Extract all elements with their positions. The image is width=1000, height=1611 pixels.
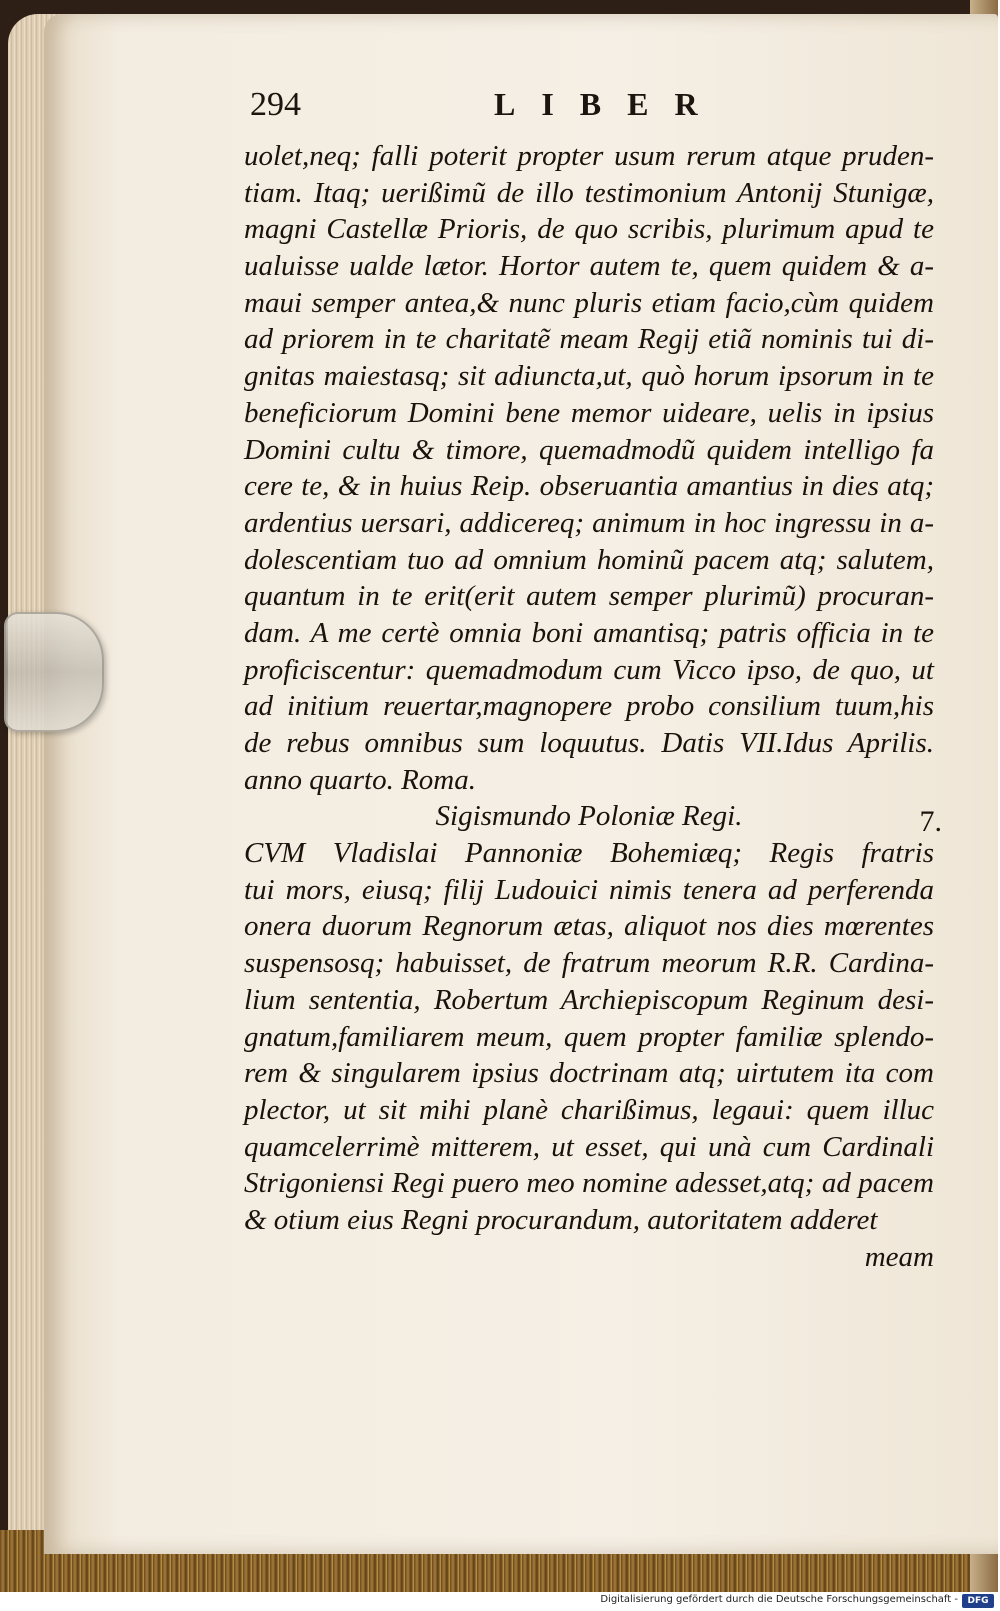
letter-text-line: onera duorum Regnorum ætas, aliquot nos dies mœrentes xyxy=(244,910,934,943)
body-text xyxy=(244,138,934,798)
letter-text-line: Strigoniensi Regi puero meo nomine adesset,atq; ad pacem xyxy=(244,1167,934,1200)
body-text-line: maui semper antea,& nunc pluris etiam facio,cùm quidem xyxy=(244,286,934,319)
body-text-line: anno quarto. Roma. xyxy=(244,763,476,796)
page-header xyxy=(250,86,950,130)
footer-credit: Digitalisierung gefördert durch die Deutsche Forschungsgemeinschaft - xyxy=(600,1594,958,1605)
body-text-line: tiam. Itaq; uerißimũ de illo testimonium Antonij Stunigæ, xyxy=(244,176,934,209)
page-number: 294 xyxy=(250,86,301,123)
body-text-line: ualuisse ualde lætor. Hortor autem te, quem quidem & a- xyxy=(244,250,934,283)
body-text-line: cere te, & in huius Reip. obseruantia amantius in dies atq; xyxy=(244,470,934,503)
dfg-logo: DFG xyxy=(962,1594,994,1608)
letter-text-line: gnatum,familiarem meum, quem propter familiæ splendo- xyxy=(244,1020,934,1053)
footer-bar xyxy=(0,1592,1000,1611)
letter-text-line: plector, ut sit mihi planè charißimus, legaui: quem illuc xyxy=(244,1093,934,1126)
body-text-line: quantum in te erit(erit autem semper plurimũ) procuran- xyxy=(244,580,934,613)
page-clip xyxy=(4,612,104,732)
body-text-line: ad initium reuertar,magnopere probo consilium tuum,his xyxy=(244,690,934,723)
body-text-line: ardentius uersari, addicereq; animum in hoc ingressu in a- xyxy=(244,506,934,539)
body-text-line: de rebus omnibus sum loquutus. Datis VII.Idus Aprilis. xyxy=(244,727,934,759)
body-text-line: dam. A me certè omnia boni amantisq; patris officia in te xyxy=(244,616,934,649)
page-text xyxy=(244,138,942,1275)
running-head: LIBER xyxy=(494,86,724,122)
body-text-line: magni Castellæ Prioris, de quo scribis, plurimum apud te xyxy=(244,213,934,246)
body-text-line: gnitas maiestasq; sit adiuncta,ut, quò horum ipsorum in te xyxy=(244,360,934,393)
body-text-line: dolescentiam tuo ad omnium hominũ pacem atq; salutem, xyxy=(244,543,934,576)
letter-text-line: CVM Vladislai Pannoniæ Bohemiæq; Regis fratris xyxy=(244,837,934,870)
letter-number: 7. xyxy=(919,805,942,839)
letter-text-line: tui mors, eiusq; filij Ludouici nimis tenera ad perferenda xyxy=(244,873,934,906)
letter-text-line: quamcelerrimè mitterem, ut esset, qui unà cum Cardinali xyxy=(244,1130,934,1163)
letter-text-line: suspensosq; habuisset, de fratrum meorum R.R. Cardina- xyxy=(244,947,934,980)
letter-text xyxy=(244,835,934,1239)
catchword: meam xyxy=(864,1240,934,1273)
body-text-line: ad priorem in te charitatẽ meam Regij etiã nominis tui di- xyxy=(244,323,934,356)
letter-heading-line xyxy=(244,798,942,839)
letter-text-line: & otium eius Regni procurandum, autoritatem adderet xyxy=(244,1203,878,1236)
catchword-line xyxy=(244,1239,934,1276)
body-text-line: proficiscentur: quemadmodum cum Vicco ipso, de quo, ut xyxy=(244,653,934,686)
letter-text-line: rem & singularem ipsius doctrinam atq; uirtutem ita com xyxy=(244,1057,934,1090)
body-text-line: beneficiorum Domini bene memor uideare, uelis in ipsius xyxy=(244,396,934,429)
body-text-line: uolet,neq; falli poterit propter usum rerum atque pruden- xyxy=(244,140,934,172)
letter-text-line: lium sententia, Robertum Archiepiscopum Reginum desi- xyxy=(244,983,934,1016)
letter-heading: Sigismundo Poloniæ Regi. xyxy=(435,800,743,833)
body-text-line: Domini cultu & timore, quemadmodũ quidem intelligo fa xyxy=(244,433,934,466)
